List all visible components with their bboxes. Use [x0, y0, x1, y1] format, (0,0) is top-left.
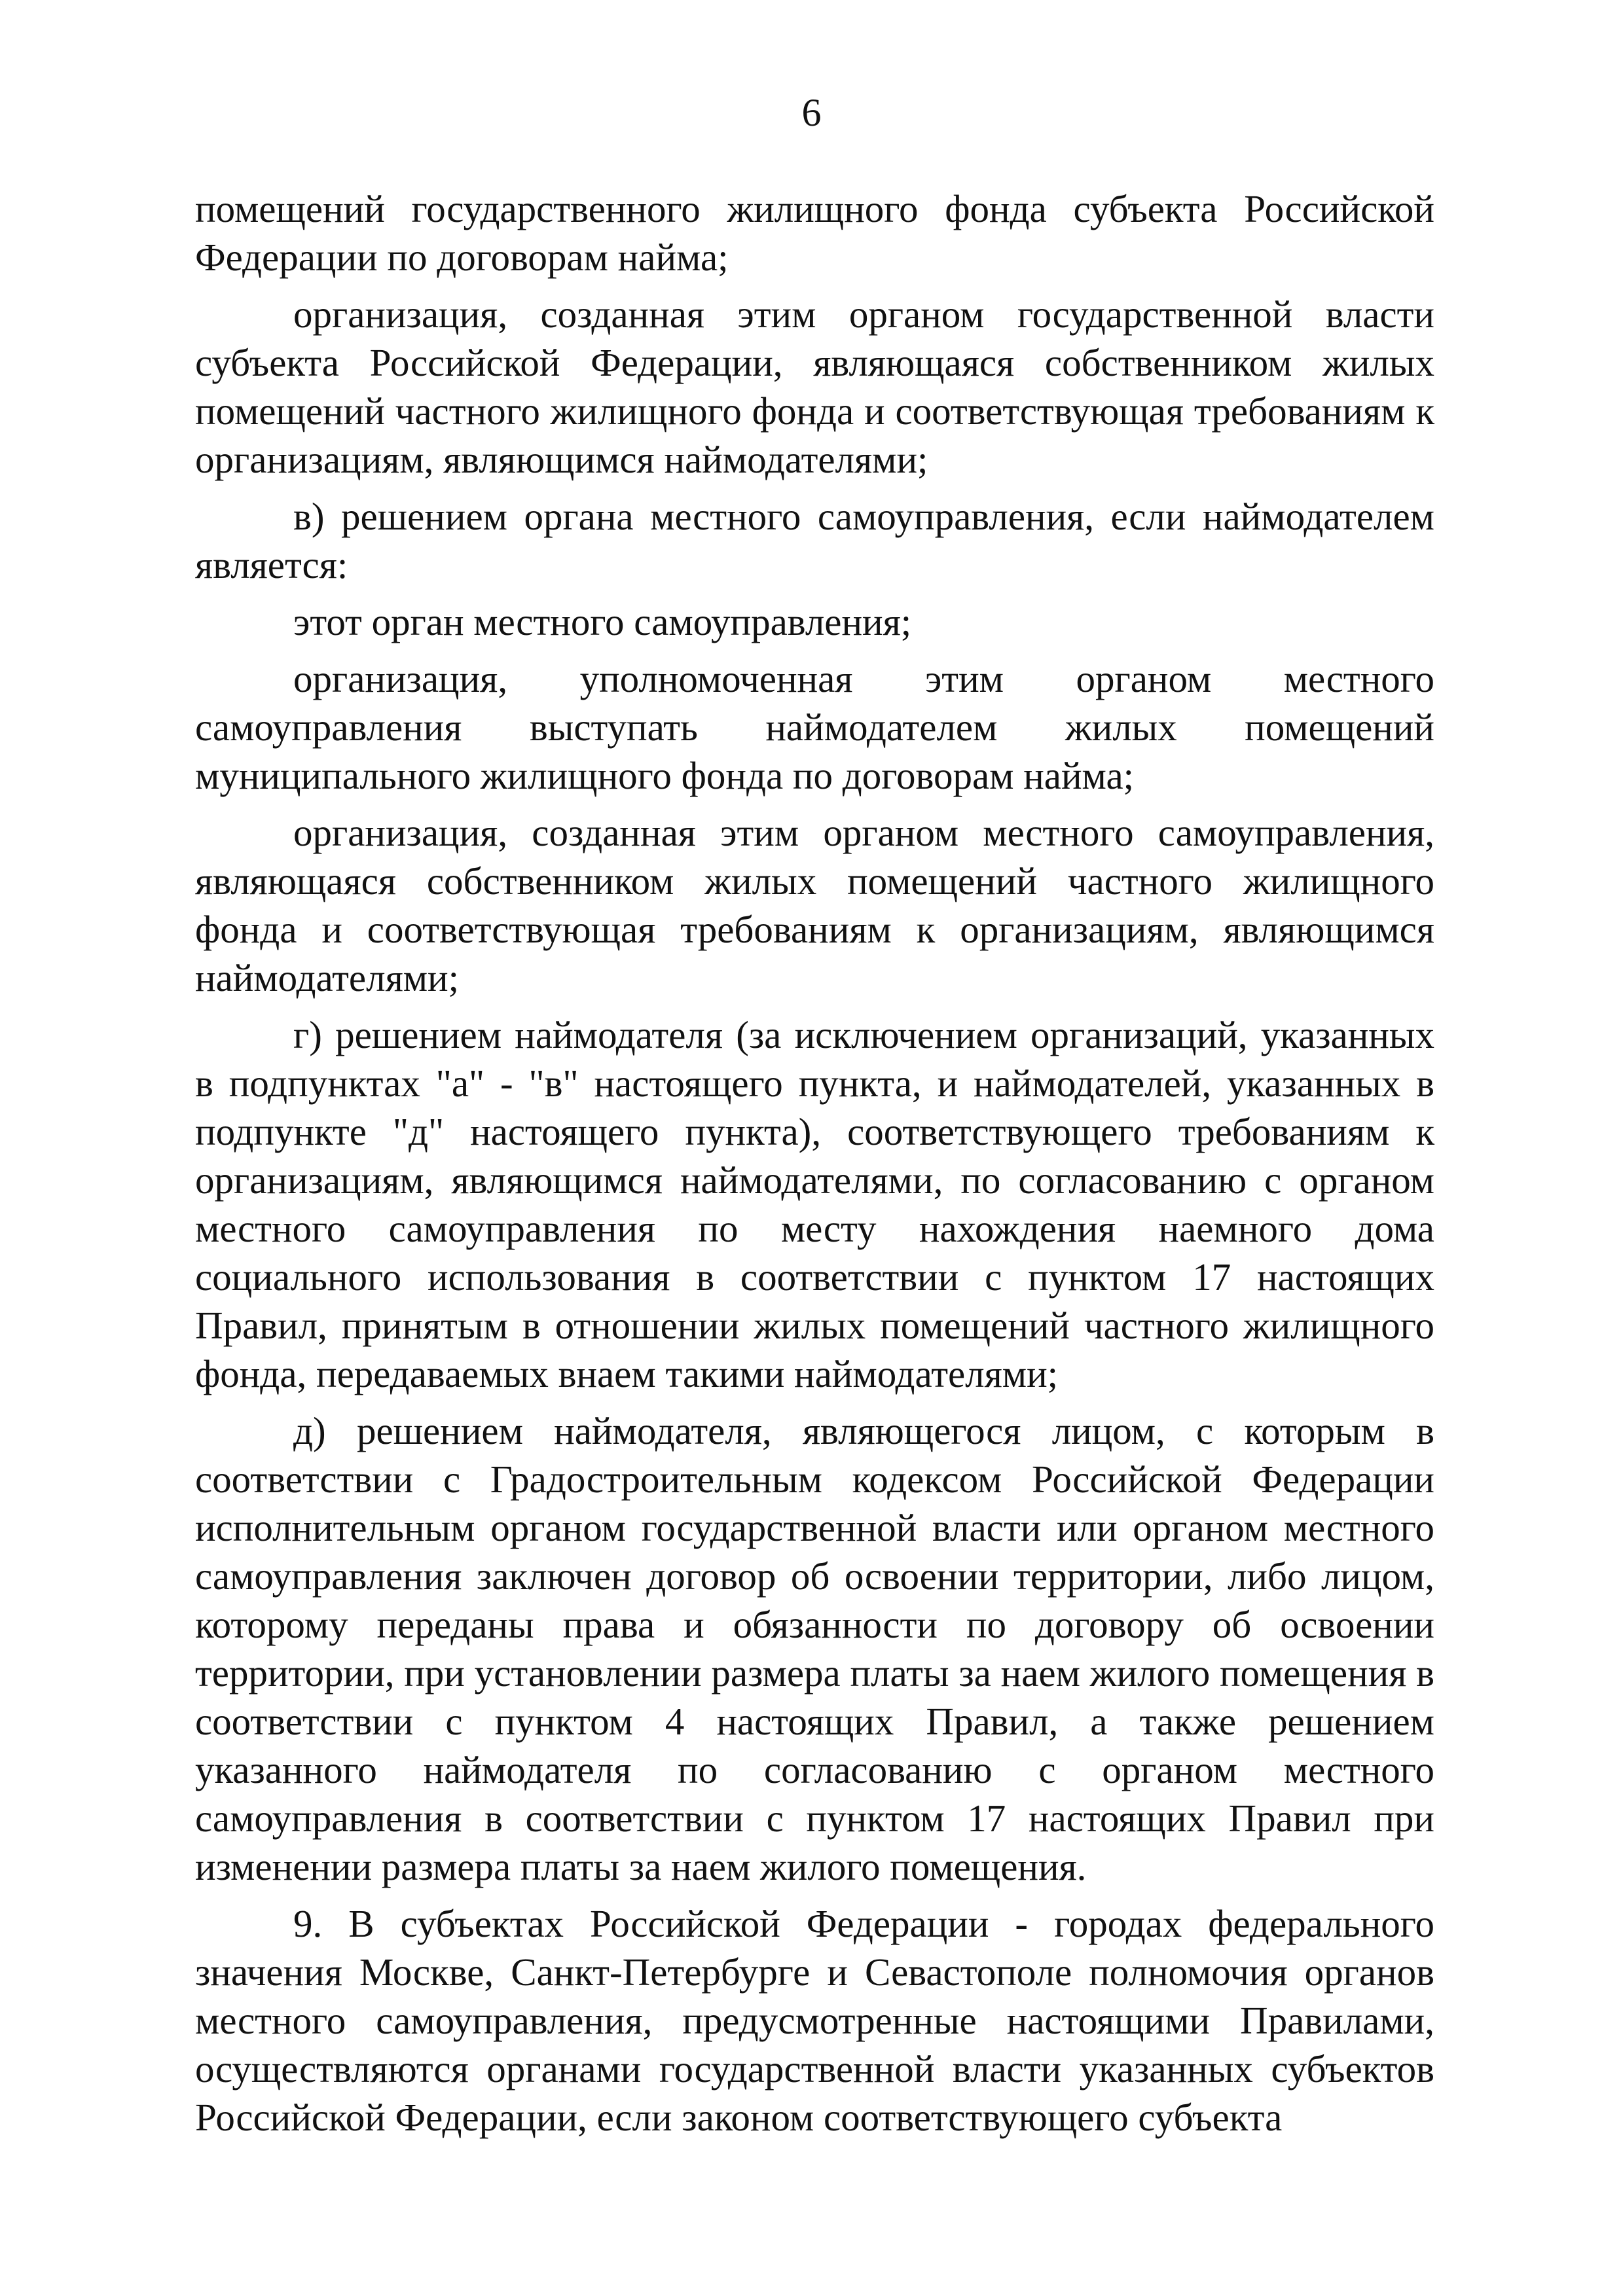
paragraph-item-g: г) решением наймодателя (за исключением организаций, указанных в подпунктах "а" - "в" настоящего пункта, и наймодателей, указанных в подпункте "д" настоящего пункта), соответствующего требованиям к организациям, являющимся наймодателями, по согласованию с органом местного самоуправления по месту нахождения наемного дома социального использования в соответствии с пунктом 17 настоящих Правил, принятым в отношении жилых помещений частного жилищного фонда, передаваемых внаем такими наймодателями; — [195, 1013, 1434, 1395]
paragraph-regional-organization: организация, созданная этим органом государственной власти субъекта Российской Федерации, являющаяся собственником жилых помещений частного жилищного фонда и соответствующая требованиям к организациям, являющимся наймодателями; — [195, 293, 1434, 481]
paragraph-item-d: д) решением наймодателя, являющегося лицом, с которым в соответствии с Градостроительным кодексом Российской Федерации исполнительным органом государственной власти или органом местного самоуправления заключен договор об освоении территории, либо лицом, которому переданы права и обязанности по договору об освоении территории, при установлении размера платы за наем жилого помещения в соответствии с пунктом 4 настоящих Правил, а также решением указанного наймодателя по согласованию с органом местного самоуправления в соответствии с пунктом 17 настоящих Правил при изменении размера платы за наем жилого помещения. — [195, 1409, 1434, 1888]
paragraph-continuation: помещений государственного жилищного фонда субъекта Российской Федерации по договорам найма; — [195, 187, 1434, 279]
paragraph-local-authority: этот орган местного самоуправления; — [293, 600, 912, 643]
paragraph-authorized-organization: организация, уполномоченная этим органом местного самоуправления выступать наймодателем жилых помещений муниципального жилищного фонда по договорам найма; — [195, 657, 1434, 797]
paragraph-section-9: 9. В субъектах Российской Федерации - городах федерального значения Москве, Санкт-Петербурге и Севастополе полномочия органов местного самоуправления, предусмотренные настоящими Правилами, осуществляются органами государственной власти указанных субъектов Российской Федерации, если законом соответствующего субъекта — [195, 1902, 1434, 2139]
document-body — [195, 185, 1434, 2150]
paragraph-item-v: в) решением органа местного самоуправления, если наймодателем является: — [195, 495, 1434, 586]
page-number: 6 — [801, 91, 822, 134]
paragraph-local-organization: организация, созданная этим органом местного самоуправления, являющаяся собственником жилых помещений частного жилищного фонда и соответствующая требованиям к организациям, являющимся наймодателями; — [195, 811, 1434, 999]
